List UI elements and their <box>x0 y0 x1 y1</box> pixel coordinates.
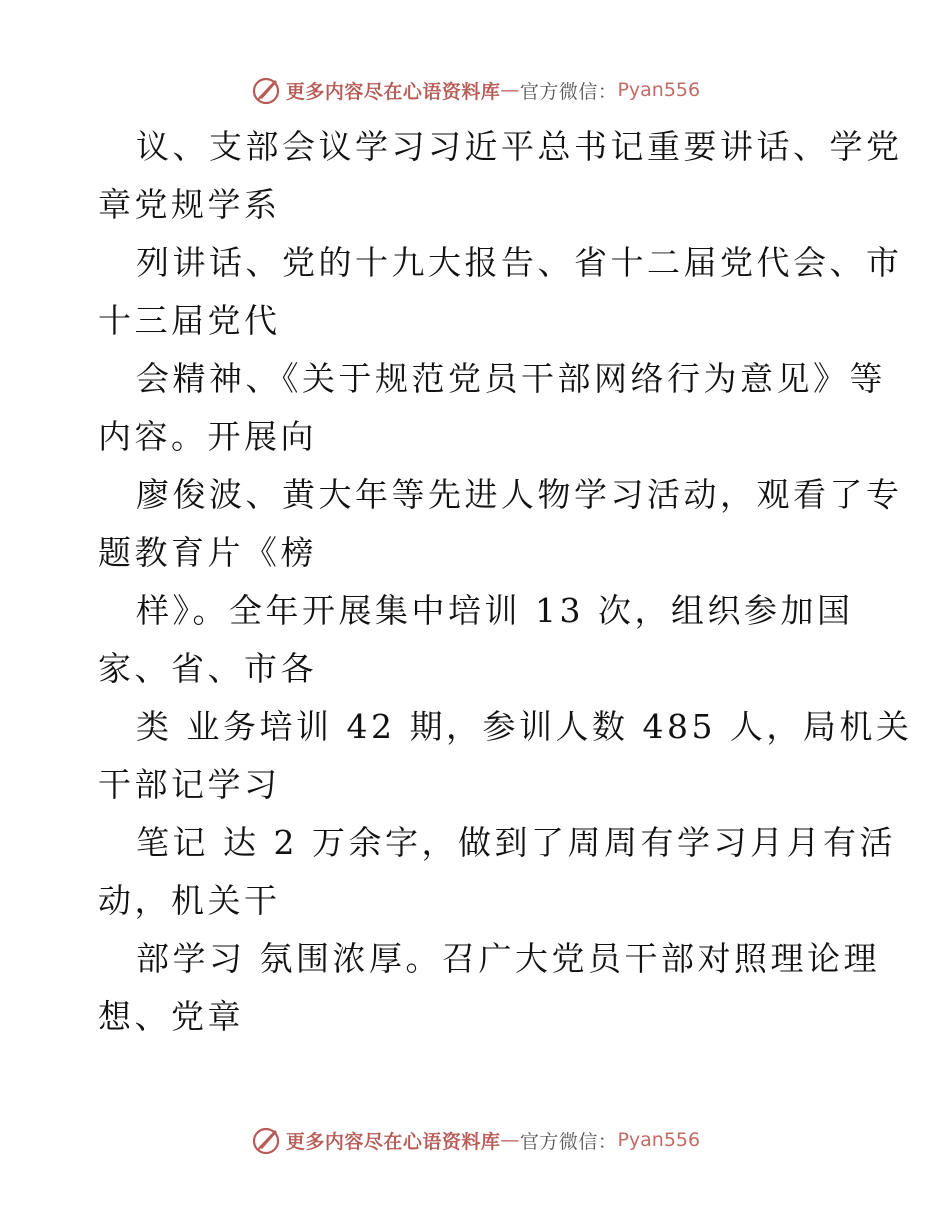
text-line: 干部记学习 <box>98 765 281 804</box>
document-body <box>98 118 913 1046</box>
header-watermark <box>0 72 950 108</box>
footer-watermark <box>0 1122 950 1158</box>
text-line: 内容。开展向 <box>98 417 317 456</box>
watermark-dash: — <box>500 79 520 101</box>
text-line: 列讲话、党的十九大报告、省十二届党代会、市 <box>136 243 903 282</box>
watermark-main-text: 更多内容尽在心语资料库 <box>285 80 501 103</box>
quill-logo-icon <box>250 1124 282 1156</box>
text-line: 章党规学系 <box>98 185 281 224</box>
watermark-dash: — <box>500 1129 520 1151</box>
text-line: 部学习 氛围浓厚。召广大党员干部对照理论理 <box>136 939 880 978</box>
watermark-main-text: 更多内容尽在心语资料库 <box>285 1130 501 1153</box>
text-line: 议、支部会议学习习近平总书记重要讲话、学党 <box>136 127 903 166</box>
text-line: 样》。全年开展集中培训 13 次，组织参加国 <box>136 591 854 630</box>
text-line: 类 业务培训 42 期，参训人数 485 人，局机关 <box>136 707 913 746</box>
text-line: 笔记 达 2 万余字，做到了周周有学习月月有活 <box>136 823 896 862</box>
watermark-account: Pyan556 <box>617 1129 701 1151</box>
text-line: 会精神、《关于规范党员干部网络行为意见》等 <box>136 359 886 398</box>
text-line: 题教育片《榜 <box>98 533 317 572</box>
text-line: 想、党章 <box>98 997 244 1036</box>
text-line: 十三届党代 <box>98 301 281 340</box>
watermark-account: Pyan556 <box>617 79 701 101</box>
watermark-label: 官方微信： <box>519 1130 618 1153</box>
text-line: 家、省、市各 <box>98 649 317 688</box>
text-line: 廖俊波、黄大年等先进人物学习活动，观看了专 <box>136 475 903 514</box>
watermark-label: 官方微信： <box>519 80 618 103</box>
text-line: 动，机关干 <box>98 881 281 920</box>
quill-logo-icon <box>250 74 282 106</box>
